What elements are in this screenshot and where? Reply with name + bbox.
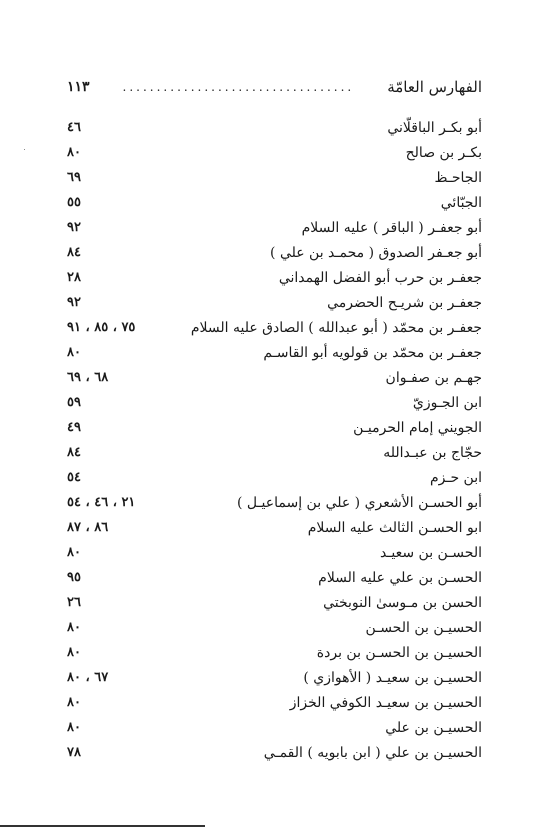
entry-name: أبو جعـفر الصدوق ( محمـد بن علي )	[270, 244, 482, 261]
index-entry-row	[67, 140, 482, 165]
entry-page-numbers: ٨٠	[67, 720, 81, 735]
entry-name: الجاحـظ	[434, 169, 482, 186]
index-entry-row	[67, 390, 482, 415]
index-entry-row	[67, 215, 482, 240]
index-entry-row	[67, 465, 482, 490]
header-leader-dots: ..................................	[122, 80, 355, 94]
entry-name: أبو بكـر الباقلّاني	[387, 119, 482, 136]
entry-name: الجويني إمام الحرميـن	[353, 419, 482, 436]
index-entry-row	[67, 715, 482, 740]
entry-name: أبو جعفـر ( الباقر ) عليه السلام	[301, 219, 482, 236]
header-page-number: ١١٣	[67, 79, 90, 95]
header-title: الفهارس العامّة	[387, 78, 482, 96]
entry-page-numbers: ٢١ ، ٤٦ ، ٥٤	[67, 495, 136, 510]
entry-name: الحسـن بن علي عليه السلام	[318, 569, 482, 586]
entry-page-numbers: ٨٠	[67, 620, 81, 635]
index-entries-list	[67, 115, 482, 765]
entry-page-numbers: ٢٦	[67, 595, 81, 610]
entry-page-numbers: ٧٨	[67, 745, 81, 760]
entry-name: الحسـن بن سعيـد	[379, 544, 482, 561]
entry-page-numbers: ٨٦ ، ٨٧	[67, 520, 109, 535]
index-entry-row	[67, 515, 482, 540]
index-entry-row	[67, 315, 482, 340]
index-entry-row	[67, 590, 482, 615]
index-entry-row	[67, 240, 482, 265]
entry-page-numbers: ٤٩	[67, 420, 81, 435]
entry-page-numbers: ٥٩	[67, 395, 81, 410]
entry-page-numbers: ٧٥ ، ٨٥ ، ٩١	[67, 320, 136, 335]
entry-name: الحسيـن بن سعيـد الكوفي الخزاز	[289, 694, 482, 711]
entry-name: جهـم بن صفـوان	[385, 369, 482, 386]
entry-page-numbers: ٤٦	[67, 120, 81, 135]
entry-page-numbers: ٥٤	[67, 470, 81, 485]
index-entry-row	[67, 565, 482, 590]
entry-page-numbers: ٩٢	[67, 295, 81, 310]
entry-page-numbers: ٦٩	[67, 170, 81, 185]
index-entry-row	[67, 340, 482, 365]
index-entry-row	[67, 190, 482, 215]
entry-page-numbers: ٨٤	[67, 445, 81, 460]
entry-page-numbers: ٨٤	[67, 245, 81, 260]
entry-name: الحسيـن بن علي	[385, 719, 482, 736]
entry-name: أبو الحسـن الأشعري ( علي بن إسماعيـل )	[236, 494, 482, 511]
index-entry-row	[67, 490, 482, 515]
entry-page-numbers: ٨٠	[67, 145, 81, 160]
entry-page-numbers: ٨٠	[67, 695, 81, 710]
index-entry-row	[67, 365, 482, 390]
entry-name: جعفـر بن حرب أبو الفضل الهمداني	[278, 269, 482, 286]
entry-page-numbers: ٨٠	[67, 545, 81, 560]
index-entry-row	[67, 290, 482, 315]
entry-name: حجّاج بن عبـدالله	[383, 444, 482, 461]
index-entry-row	[67, 665, 482, 690]
index-entry-row	[67, 740, 482, 765]
entry-name: جعفـر بن محمّد ( أبو عبدالله ) الصادق عليه السلام	[190, 319, 482, 336]
entry-page-numbers: ٥٥	[67, 195, 81, 210]
index-entry-row	[67, 440, 482, 465]
entry-page-numbers: ٦٧ ، ٨٠	[67, 670, 109, 685]
entry-name: الحسيـن بن علي ( ابن بابويه ) القمـي	[263, 744, 482, 761]
entry-name: الحسيـن بن الحسـن بن بردة	[316, 644, 482, 661]
index-entry-row	[67, 640, 482, 665]
entry-page-numbers: ٩٥	[67, 570, 81, 585]
index-entry-row	[67, 165, 482, 190]
running-header	[67, 76, 482, 98]
entry-name: جعفـر بن شريـح الحضرمي	[327, 294, 482, 311]
entry-page-numbers: ٢٨	[67, 270, 81, 285]
entry-name: الحسيـن بن سعيـد ( الأهوازي )	[303, 669, 482, 686]
index-entry-row	[67, 540, 482, 565]
entry-name: ابن الجـوزيّ	[412, 394, 482, 411]
entry-name: الجبّائي	[440, 194, 482, 211]
entry-page-numbers: ٨٠	[67, 345, 81, 360]
entry-name: جعفـر بن محمّد بن قولويه أبو القاسـم	[263, 344, 482, 361]
scan-speck	[24, 149, 25, 150]
index-entry-row	[67, 415, 482, 440]
entry-name: الحسن بن مـوسىٰ النوبختي	[323, 594, 482, 611]
index-entry-row	[67, 690, 482, 715]
entry-name: الحسيـن بن الحسـن	[365, 619, 482, 636]
entry-page-numbers: ٩٢	[67, 220, 81, 235]
entry-name: ابن حـزم	[429, 469, 482, 486]
entry-page-numbers: ٦٨ ، ٦٩	[67, 370, 109, 385]
index-entry-row	[67, 115, 482, 140]
entry-page-numbers: ٨٠	[67, 645, 81, 660]
entry-name: بكـر بن صالح	[405, 144, 482, 161]
entry-name: ابو الحسـن الثالث عليه السلام	[307, 519, 482, 536]
index-entry-row	[67, 265, 482, 290]
index-entry-row	[67, 615, 482, 640]
